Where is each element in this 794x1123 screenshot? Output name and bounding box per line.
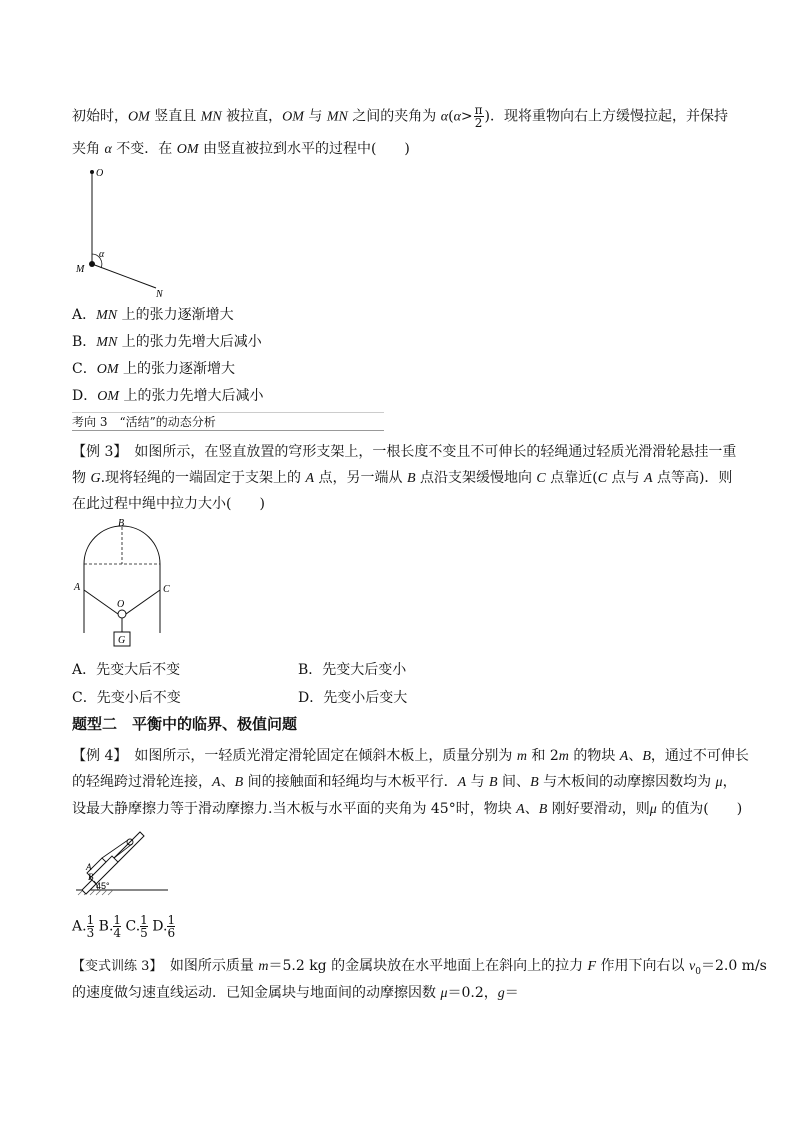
ex3-line-3: 在此过程中绳中拉力大小( ) bbox=[72, 496, 265, 512]
option-d: D．OM 上的张力先增大后减小 bbox=[72, 388, 264, 404]
ex3-option-a: A．先变大后不变 bbox=[72, 662, 181, 678]
section-header-kaoxiang-3: 考向 3 “活结”的动态分析 bbox=[72, 415, 216, 429]
label-b: B bbox=[118, 518, 125, 529]
var3-line-2: 的速度做匀速直线运动．已知金属块与地面间的动摩擦因数 μ＝0.2，g＝ bbox=[72, 985, 519, 1001]
section-bottom-rule bbox=[72, 430, 384, 431]
label-45: 45° bbox=[96, 881, 110, 891]
ex3-tag: 【例 3】 bbox=[72, 444, 121, 460]
fraction-1-4: $\frac{1}{4}$ bbox=[113, 913, 122, 940]
label-a: A bbox=[74, 582, 81, 593]
rope-left bbox=[84, 590, 118, 614]
rope-right bbox=[126, 590, 160, 614]
label-o-pulley: O bbox=[117, 599, 125, 610]
fraction-1-6: $\frac{1}{6}$ bbox=[167, 913, 176, 940]
ex3-line-2: 物 G.现将轻绳的一端固定于支架上的 A 点，另一端从 B 点沿支架缓慢地向 C 点靠近(C 点与 A 点等高)．则 bbox=[72, 470, 733, 486]
ex4-options: A. $\frac{1}{3}$ B. $\frac{1}{4}$ C. $\frac{1}{5}$ D. $\frac{1}{6}$ bbox=[72, 913, 176, 940]
ex4-tag: 【例 4】 bbox=[72, 748, 121, 764]
ex4-line-3: 设最大静摩擦力等于滑动摩擦力.当木板与水平面的夹角为 45°时，物块 A、B 刚好要滑动，则μ 的值为( ) bbox=[72, 801, 743, 817]
ex4-line-1: 【例 4】 如图所示，一轻质光滑定滑轮固定在倾斜木板上，质量分别为 m 和 2m 的物块 A、B，通过不可伸长 bbox=[72, 748, 749, 764]
label-m: M bbox=[76, 264, 85, 275]
mn-rope bbox=[92, 264, 156, 288]
section-top-rule bbox=[72, 412, 384, 413]
label-a-block: A bbox=[86, 862, 92, 872]
question-text-line-1: 初始时，OM 竖直且 MN 被拉直，OM 与 MN 之间的夹角为 α(α> $\frac{\pi}{2}$ )．现将重物向右上方缓慢拉起，并保持 bbox=[72, 103, 729, 130]
type2-heading: 题型二 平衡中的临界、极值问题 bbox=[72, 715, 298, 733]
label-g: G bbox=[118, 635, 126, 646]
om-mn-figure bbox=[70, 160, 180, 300]
label-n: N bbox=[156, 289, 163, 300]
question-text-line-2: 夹角 α 不变．在 OM 由竖直被拉到水平的过程中( ) bbox=[72, 141, 410, 157]
ex3-option-b: B．先变大后变小 bbox=[298, 662, 407, 678]
point-o bbox=[90, 170, 94, 174]
label-o: O bbox=[96, 168, 104, 179]
var3-line-1: 【变式训练 3】 如图所示质量 m＝5.2 kg 的金属块放在水平地面上在斜向上的拉力 F 作用下向右以 $v_0=2.0$ m/s bbox=[72, 958, 767, 977]
fraction-1-3: $\frac{1}{3}$ bbox=[86, 913, 95, 940]
ex4-line-2: 的轻绳跨过滑轮连接，A、B 间的接触面和轻绳均与木板平行．A 与 B 间、B 与木板间的动摩擦因数均为 μ， bbox=[72, 774, 737, 790]
label-c: C bbox=[163, 584, 170, 595]
option-a: A．MN 上的张力逐渐增大 bbox=[72, 307, 234, 323]
arch-support-figure bbox=[70, 518, 180, 656]
ex3-line-1: 【例 3】 如图所示，在竖直放置的穹形支架上，一根长度不变且不可伸长的轻绳通过轻质光滑滑轮悬挂一重 bbox=[72, 444, 737, 460]
label-alpha: α bbox=[99, 249, 105, 260]
option-b: B．MN 上的张力先增大后减小 bbox=[72, 334, 262, 350]
inclined-board-figure bbox=[72, 826, 172, 896]
ex3-option-c: C．先变小后不变 bbox=[72, 690, 181, 706]
pi-over-2-fraction: $\frac{\pi}{2}$ bbox=[474, 103, 483, 130]
fraction-1-5: $\frac{1}{5}$ bbox=[140, 913, 148, 940]
pulley bbox=[118, 610, 126, 618]
var3-tag: 【变式训练 3】 bbox=[72, 959, 156, 974]
ex3-option-d: D．先变小后变大 bbox=[298, 690, 408, 706]
label-b-block: B bbox=[88, 872, 94, 882]
option-c: C．OM 上的张力逐渐增大 bbox=[72, 361, 235, 377]
